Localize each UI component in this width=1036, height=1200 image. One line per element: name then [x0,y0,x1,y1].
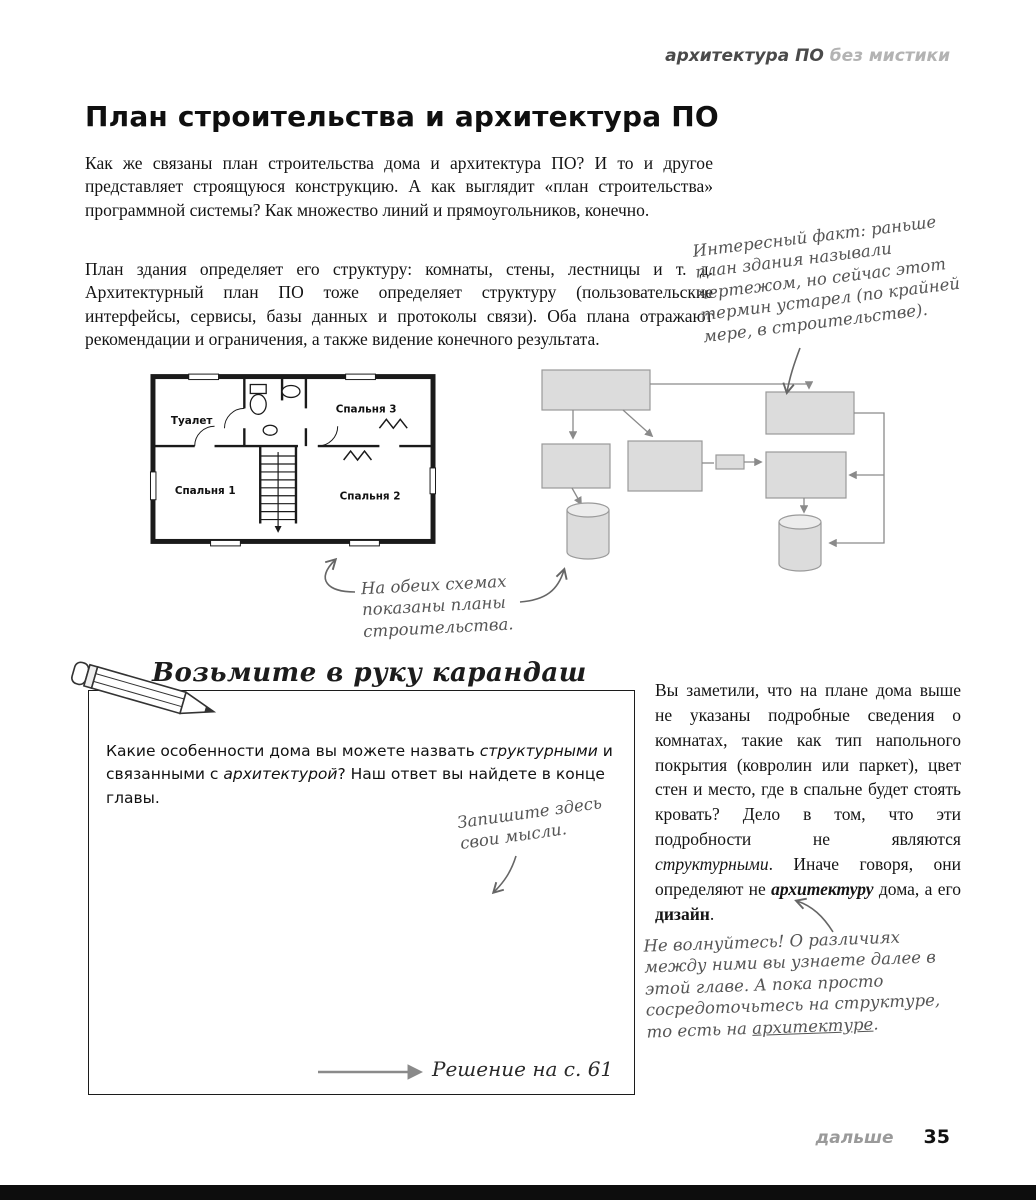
footer-page-number: 35 [923,1126,950,1148]
header-chapter-subtitle: без мистики [823,46,950,66]
solution-reference: Решение на с. 61 [432,1057,614,1081]
intro-paragraph-1: Как же связаны план строительства дома и архитектура ПО? И то и другое представляет строящуюся конструкцию. А как выглядит «план строительства» программной системы? Как множество линий и прямоугольников, конечно. [85,153,713,220]
running-header [665,46,950,66]
room-label-bedroom3: Спальня 3 [335,403,397,416]
text-segment: архитектурой [223,765,338,784]
write-here-annotation: Запишите здесь свои мысли. [456,793,603,854]
text-segment: . [872,1014,879,1034]
text-segment: . Иначе говоря, они определяют не [655,853,961,899]
dont-worry-annotation [643,924,969,1042]
room-label-toilet: Туалет [170,415,213,428]
text-segment: ? Наш ответ вы найдете в конце главы. [106,765,605,807]
page-title: План строительства и архитектура ПО [85,100,719,133]
database-cylinder-right [779,515,821,571]
text-segment: дизайн [655,903,710,924]
text-segment: и связанными с [106,742,613,784]
text-segment: Какие особенности дома вы можете назвать [106,742,480,760]
diagram-boxes [542,370,854,498]
floorplan-pointer-arrow [325,560,355,592]
sidebar-paragraph [655,678,961,926]
text-segment: архитектуру [771,878,874,899]
text-segment: дома, а его [873,878,961,899]
footer-next-label: дальше [815,1128,894,1148]
fact-annotation: Интересный факт: раньше план здания называли чертежом, но сейчас этот термин устарел (по крайней мере, в строительстве). [691,212,961,346]
text-segment: . [709,903,715,924]
both-plans-annotation: На обеих схемах показаны планы строительства. [360,571,514,642]
floorplan-outer-walls [153,377,433,542]
page-footer [816,1126,950,1148]
text-segment: архитектуре [751,1014,874,1038]
text-segment: структурными [655,853,769,874]
text-segment: Не волнуйтесь! О различиях между ними вы узнаете далее в этой главе. А пока просто сосредоточьтесь на структуре, то есть на [643,927,941,1042]
database-cylinder-left [567,503,609,559]
intro-paragraph-2: План здания определяет его структуру: комнаты, стены, лестницы и т. д. Архитектурный план ПО тоже определяет структуру (пользовательские интерфейсы, сервисы, базы данных и протоколы связи). Оба плана отражают рекомендации и ограничения, а также видение конечного результата. [85,259,713,350]
header-chapter-title: архитектура ПО [665,46,824,66]
architecture-diagram-figure [528,356,933,584]
text-segment: Вы заметили, что на плане дома выше не указаны подробные сведения о комнатах, такие как тип напольного покрытия (ковролин или паркет), цвет стен и место, где в спальне будет стоять кровать? Дело в том, что эти подробности не являются [655,680,961,850]
room-label-bedroom1: Спальня 1 [174,484,236,497]
exercise-title: Возьмите в руку карандаш [152,658,587,688]
floorplan-figure [149,372,437,548]
room-label-bedroom2: Спальня 2 [339,490,401,503]
page-bottom-bar [0,1185,1036,1200]
text-segment: структурными [479,742,598,760]
